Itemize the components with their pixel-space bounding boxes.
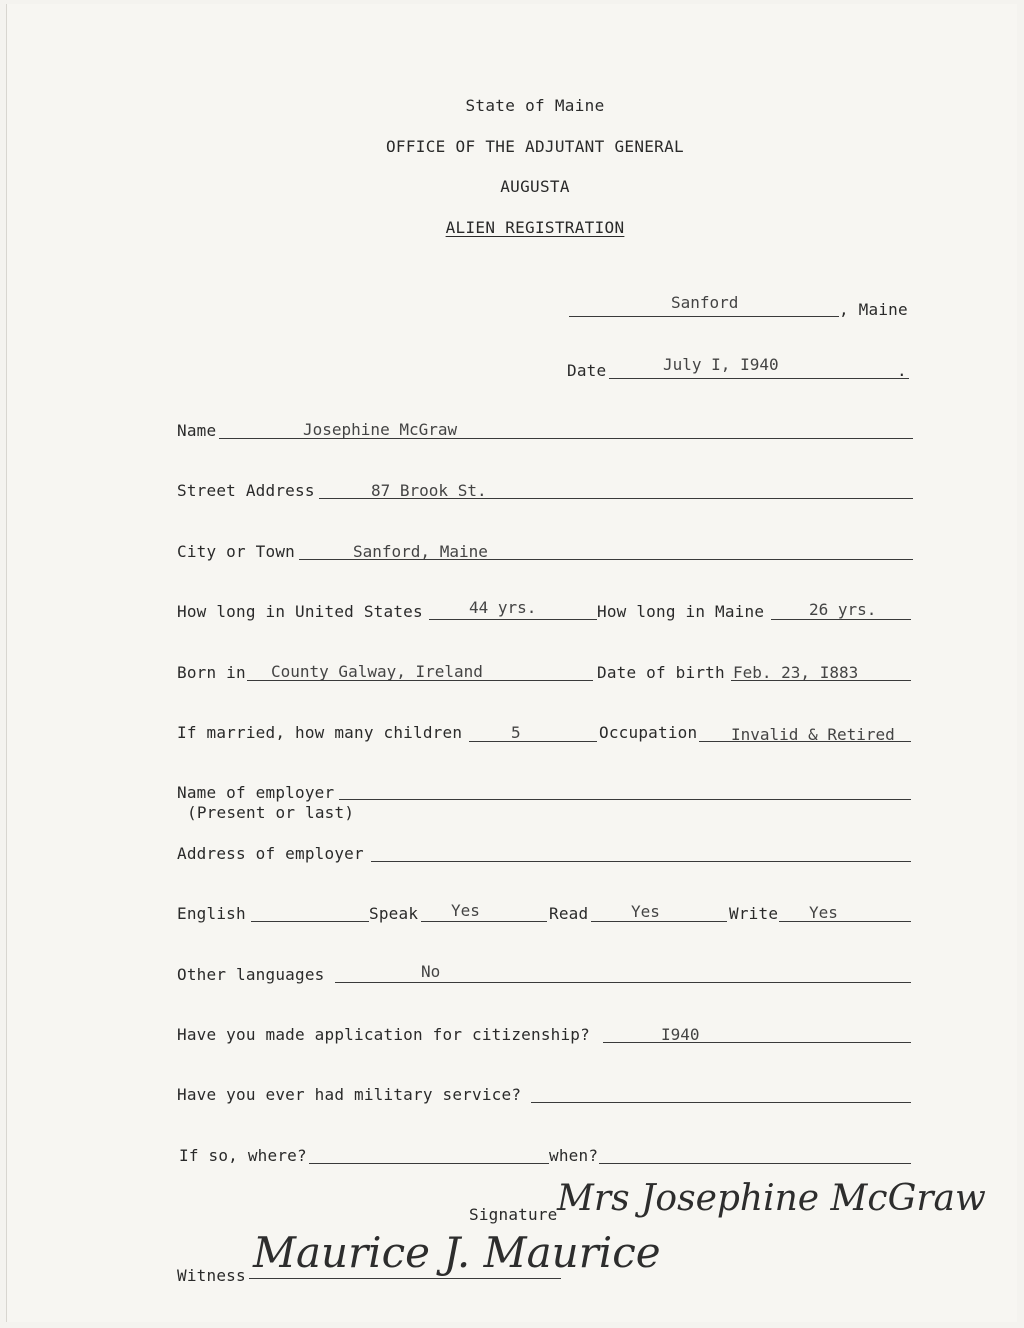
occupation-label: Occupation — [599, 723, 698, 742]
born-label: Born in — [177, 663, 246, 682]
signature-label: Signature — [469, 1205, 558, 1224]
witness-line — [249, 1278, 561, 1279]
maine-years-value: 26 yrs. — [809, 600, 877, 619]
place-line — [569, 316, 839, 317]
children-line — [469, 741, 597, 742]
maine-years-line — [771, 619, 911, 620]
us-years-line — [429, 619, 597, 620]
street-value: 87 Brook St. — [371, 481, 487, 500]
name-line — [219, 438, 913, 439]
signature-handwriting: Mrs Josephine McGraw — [557, 1178, 986, 1219]
other-languages-value: No — [421, 962, 441, 981]
name-value: Josephine McGraw — [303, 420, 458, 439]
dob-value: Feb. 23, I883 — [733, 663, 859, 682]
citizenship-line — [603, 1042, 911, 1043]
children-value: 5 — [511, 723, 521, 742]
military-label: Have you ever had military service? — [177, 1085, 522, 1104]
write-label: Write — [729, 904, 779, 923]
born-line — [247, 680, 593, 681]
employer-address-label: Address of employer — [177, 844, 364, 863]
city-label: City or Town — [177, 542, 295, 561]
name-label: Name — [177, 421, 217, 440]
speak-label: Speak — [369, 904, 419, 923]
witness-label: Witness — [177, 1266, 246, 1285]
city-value: Sanford, Maine — [353, 542, 488, 561]
employer-line — [339, 799, 911, 800]
citizenship-label: Have you made application for citizenship? — [177, 1025, 590, 1044]
date-value: July I, I940 — [663, 355, 779, 374]
city-heading: AUGUSTA — [500, 177, 570, 196]
military-line — [531, 1102, 911, 1103]
form-title: ALIEN REGISTRATION — [445, 218, 625, 237]
city-line — [299, 559, 913, 560]
citizenship-value: I940 — [661, 1025, 700, 1044]
date-line — [609, 378, 909, 379]
born-value: County Galway, Ireland — [271, 662, 483, 681]
us-years-value: 44 yrs. — [469, 598, 537, 617]
place-suffix: , Maine — [839, 300, 908, 319]
witness-handwriting: Maurice J. Maurice — [253, 1228, 661, 1277]
employer-sublabel: (Present or last) — [187, 803, 355, 822]
state-heading: State of Maine — [465, 96, 605, 115]
english-line — [251, 921, 369, 922]
speak-line — [421, 921, 547, 922]
occupation-value: Invalid & Retired — [731, 725, 895, 744]
when-line — [599, 1163, 911, 1164]
speak-value: Yes — [451, 901, 480, 920]
office-heading: OFFICE OF THE ADJUTANT GENERAL — [386, 137, 684, 156]
maine-years-label: How long in Maine — [597, 602, 765, 621]
children-label: If married, how many children — [177, 723, 463, 742]
occupation-line — [699, 741, 911, 742]
write-value: Yes — [809, 903, 838, 922]
document-page — [6, 4, 1017, 1322]
employer-label: Name of employer — [177, 783, 335, 802]
when-label: when? — [549, 1146, 599, 1165]
where-line — [309, 1163, 549, 1164]
us-years-label: How long in United States — [177, 602, 423, 621]
read-line — [591, 921, 727, 922]
street-label: Street Address — [177, 481, 315, 500]
dob-line — [731, 680, 911, 681]
read-label: Read — [549, 904, 589, 923]
date-end: . — [897, 361, 907, 380]
employer-address-line — [371, 861, 911, 862]
where-label: If so, where? — [179, 1146, 307, 1165]
date-label: Date — [567, 361, 607, 380]
write-line — [779, 921, 911, 922]
other-languages-line — [335, 982, 911, 983]
dob-label: Date of birth — [597, 663, 725, 682]
english-label: English — [177, 904, 246, 923]
street-line — [319, 498, 913, 499]
read-value: Yes — [631, 902, 660, 921]
place-value: Sanford — [671, 293, 739, 312]
other-languages-label: Other languages — [177, 965, 325, 984]
